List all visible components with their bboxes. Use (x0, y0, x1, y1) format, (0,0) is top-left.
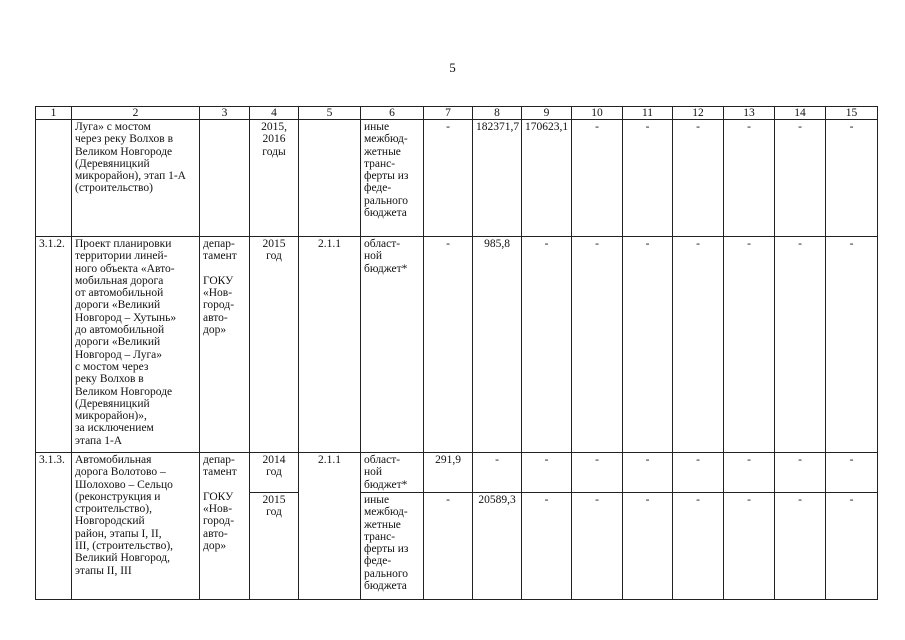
header-cell: 2 (72, 107, 200, 120)
amount-cell: - (522, 453, 572, 493)
amount-cell: - (775, 453, 826, 493)
amount-cell: - (826, 120, 878, 237)
table-row (36, 120, 878, 237)
row-number-cell: 3.1.2. (36, 237, 72, 453)
amount-cell: - (673, 493, 724, 600)
object-name-cell: Луга» с мостом через реку Волхов в Великом Новгороде (Деревяницкий микрорайон), этап 1-А (строительство) (72, 120, 200, 237)
amount-cell: 291,9 (424, 453, 473, 493)
amount-cell: - (572, 493, 623, 600)
amount-cell: - (775, 237, 826, 453)
amount-cell: - (572, 237, 623, 453)
header-cell: 5 (299, 107, 361, 120)
amount-cell: - (623, 453, 673, 493)
amount-cell: - (724, 237, 775, 453)
amount-cell: - (826, 237, 878, 453)
executor-cell: депар- тамент ГОКУ «Нов- город- авто- дор» (200, 237, 250, 453)
table-header-row (36, 107, 878, 120)
amount-cell: - (522, 237, 572, 453)
funding-source-cell: иные межбюд- жетные транс- ферты из феде- рального бюджета (361, 120, 424, 237)
amount-cell: 182371,7 (473, 120, 522, 237)
funding-source-cell: област- ной бюджет* (361, 237, 424, 453)
header-cell: 3 (200, 107, 250, 120)
amount-cell: 985,8 (473, 237, 522, 453)
period-cell: 2015 год (250, 493, 299, 600)
amount-cell: - (572, 453, 623, 493)
funding-source-cell: иные межбюд- жетные транс- ферты из феде- рального бюджета (361, 493, 424, 600)
amount-cell: - (623, 493, 673, 600)
amount-cell: - (673, 453, 724, 493)
amount-cell: - (673, 237, 724, 453)
row-number-cell (36, 120, 72, 237)
amount-cell: - (724, 493, 775, 600)
amount-cell: - (473, 453, 522, 493)
funding-source-cell: област- ной бюджет* (361, 453, 424, 493)
period-cell: 2015 год (250, 237, 299, 453)
header-cell: 9 (522, 107, 572, 120)
header-cell: 11 (623, 107, 673, 120)
amount-cell: - (424, 120, 473, 237)
amount-cell: - (775, 120, 826, 237)
amount-cell: - (572, 120, 623, 237)
row-number-cell: 3.1.3. (36, 453, 72, 600)
header-cell: 6 (361, 107, 424, 120)
amount-cell: - (826, 493, 878, 600)
target-cell: 2.1.1 (299, 237, 361, 453)
header-cell: 8 (473, 107, 522, 120)
amount-cell: - (775, 493, 826, 600)
table-row (36, 237, 878, 453)
header-cell: 13 (724, 107, 775, 120)
target-cell: 2.1.1 (299, 453, 361, 600)
amount-cell: - (724, 453, 775, 493)
amount-cell: 170623,1 (522, 120, 572, 237)
amount-cell: - (424, 493, 473, 600)
amount-cell: - (826, 453, 878, 493)
amount-cell: - (522, 493, 572, 600)
header-cell: 4 (250, 107, 299, 120)
object-name-cell: Автомобильная дорога Волотово – Шолохово – Сельцо (реконструкция и строительство), Новгородский район, этапы I, II, III, (строительство), Великий Новгород, этапы II, III (72, 453, 200, 600)
period-cell: 2014 год (250, 453, 299, 493)
period-cell: 2015, 2016 годы (250, 120, 299, 237)
header-cell: 1 (36, 107, 72, 120)
header-cell: 7 (424, 107, 473, 120)
table-row (36, 453, 878, 493)
amount-cell: - (724, 120, 775, 237)
header-cell: 12 (673, 107, 724, 120)
amount-cell: 20589,3 (473, 493, 522, 600)
target-cell (299, 120, 361, 237)
page-number: 5 (449, 60, 456, 75)
executor-cell: депар- тамент ГОКУ «Нов- город- авто- дор» (200, 453, 250, 600)
object-name-cell: Проект планировки территории линей- ного объекта «Авто- мобильная дорога от автомобильной дороги «Великий Новгород – Хутынь» до автомобильной дороги «Великий Новгород – Луга» с мостом через реку Волхов в Великом Новгороде (Деревяницкий микрорайон)», за исключением этапа 1-А (72, 237, 200, 453)
header-cell: 15 (826, 107, 878, 120)
amount-cell: - (623, 237, 673, 453)
amount-cell: - (424, 237, 473, 453)
header-cell: 10 (572, 107, 623, 120)
program-table (35, 106, 878, 600)
header-cell: 14 (775, 107, 826, 120)
amount-cell: - (673, 120, 724, 237)
executor-cell (200, 120, 250, 237)
amount-cell: - (623, 120, 673, 237)
